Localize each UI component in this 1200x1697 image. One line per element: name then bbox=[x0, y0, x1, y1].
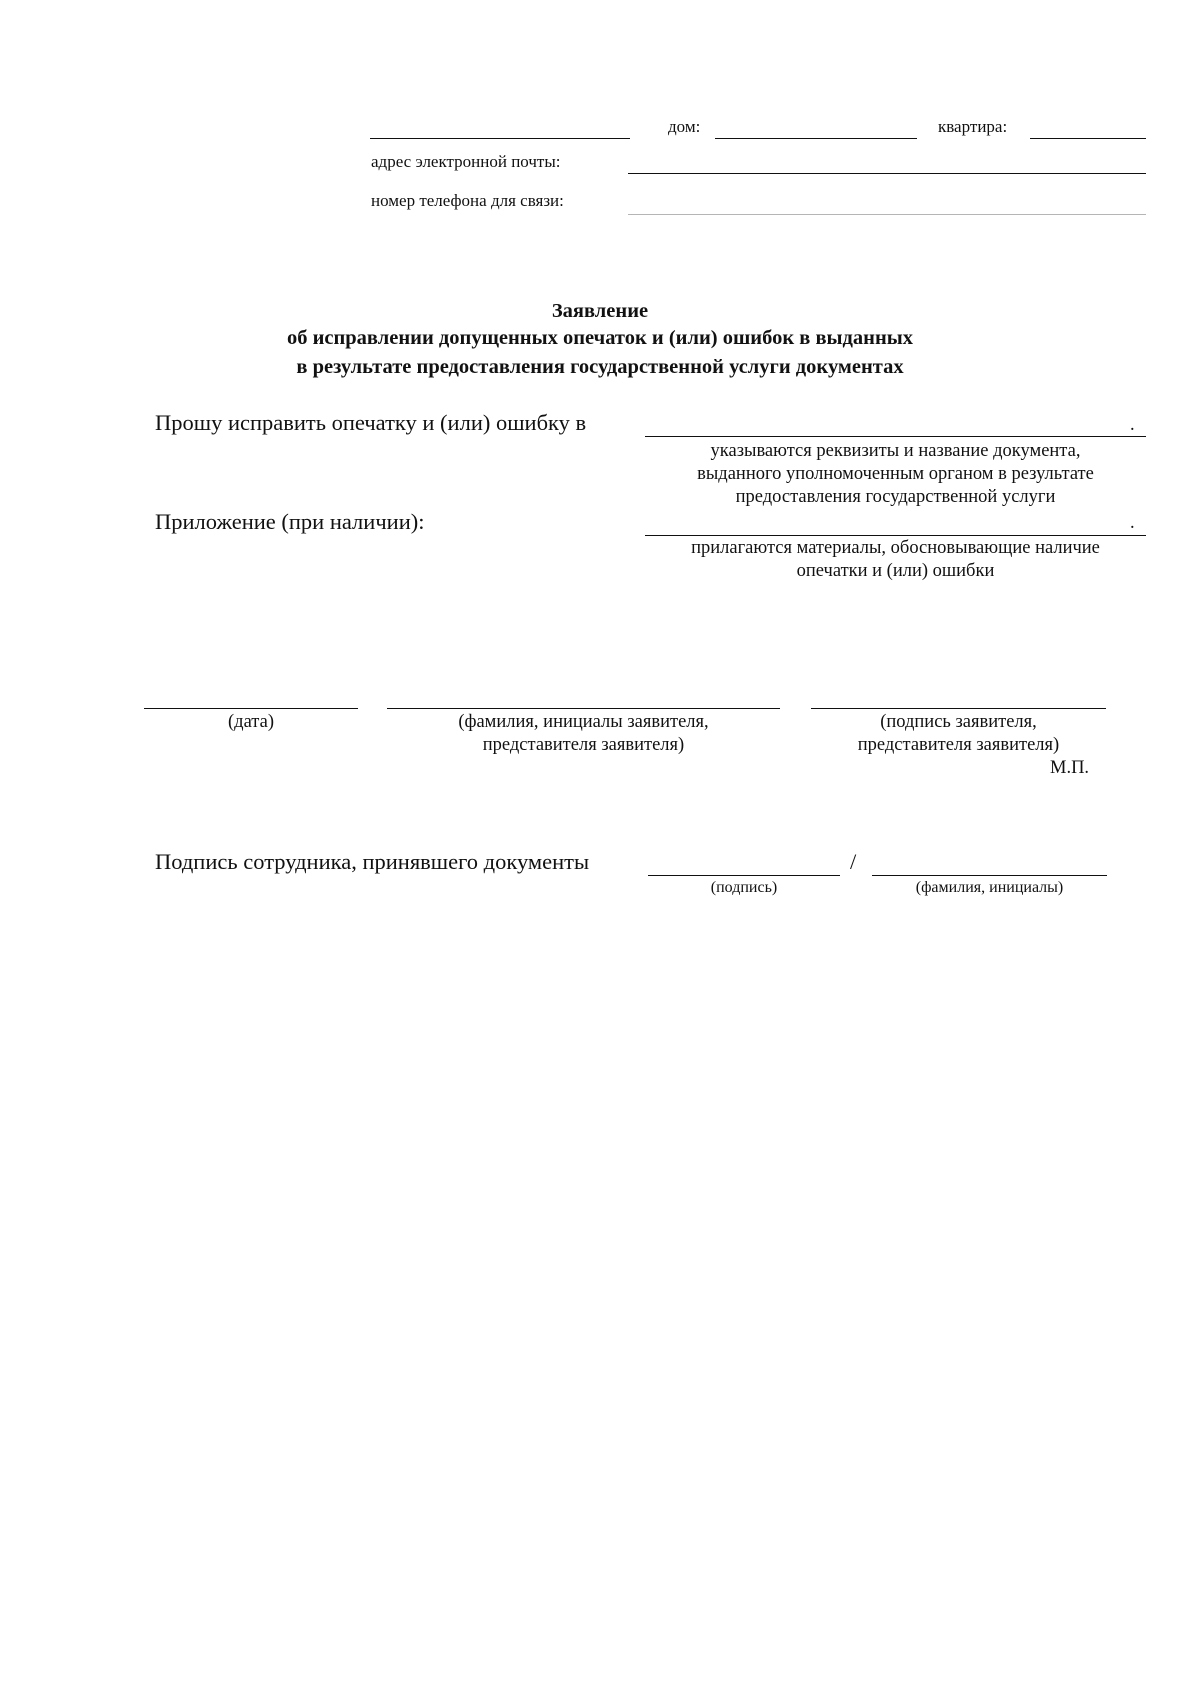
document-details-field-line[interactable] bbox=[645, 436, 1146, 437]
applicant-name-field-line[interactable] bbox=[387, 708, 780, 709]
applicant-signature-caption-line-2: представителя заявителя) bbox=[857, 735, 1060, 755]
request-text: Прошу исправить опечатку и (или) ошибку в bbox=[155, 410, 587, 435]
document-subtitle-line-1: об исправлении допущенных опечаток и (или) ошибок в выданных bbox=[286, 327, 914, 349]
employee-name-caption: (фамилия, инициалы) bbox=[915, 879, 1064, 896]
request-end-dot: . bbox=[1130, 415, 1135, 435]
attachment-label: Приложение (при наличии): bbox=[155, 509, 425, 534]
document-details-hint bbox=[645, 440, 1146, 509]
phone-field-line[interactable] bbox=[628, 214, 1146, 215]
applicant-signature-field-line[interactable] bbox=[811, 708, 1106, 709]
apartment-field-line[interactable] bbox=[1030, 138, 1146, 139]
document-details-hint-line-2: выданного уполномоченным органом в результате bbox=[697, 464, 1094, 484]
stamp-place-label: М.П. bbox=[1050, 758, 1090, 778]
date-field-line[interactable] bbox=[144, 708, 358, 709]
attachment-end-dot: . bbox=[1130, 513, 1135, 533]
employee-signature-label: Подпись сотрудника, принявшего документы bbox=[155, 849, 590, 874]
document-subtitle-line-2: в результате предоставления государственной услуги документах bbox=[296, 356, 904, 378]
house-field-line[interactable] bbox=[715, 138, 917, 139]
signature-slash: / bbox=[850, 849, 857, 874]
applicant-name-caption-line-1: (фамилия, инициалы заявителя, bbox=[458, 712, 709, 732]
attachment-hint bbox=[645, 537, 1146, 583]
applicant-signature-caption-line-1: (подпись заявителя, bbox=[880, 712, 1037, 732]
attachment-field-line[interactable] bbox=[645, 535, 1146, 536]
email-field-line[interactable] bbox=[628, 173, 1146, 174]
applicant-signature-caption bbox=[811, 711, 1106, 757]
phone-label: номер телефона для связи: bbox=[371, 191, 564, 210]
attachment-hint-line-2: опечатки и (или) ошибки bbox=[796, 561, 995, 581]
email-label: адрес электронной почты: bbox=[371, 152, 561, 171]
employee-signature-caption: (подпись) bbox=[710, 879, 778, 896]
document-details-hint-line-3: предоставления государственной услуги bbox=[735, 487, 1056, 507]
applicant-name-caption-line-2: представителя заявителя) bbox=[482, 735, 685, 755]
document-title: Заявление bbox=[551, 300, 649, 322]
document-details-hint-line-1: указываются реквизиты и название документа, bbox=[710, 441, 1081, 461]
apartment-label: квартира: bbox=[938, 117, 1008, 136]
applicant-name-caption bbox=[387, 711, 780, 757]
date-caption: (дата) bbox=[228, 712, 274, 732]
street-field-line[interactable] bbox=[370, 138, 630, 139]
house-label: дом: bbox=[668, 117, 701, 136]
attachment-hint-line-1: прилагаются материалы, обосновывающие наличие bbox=[691, 538, 1100, 558]
